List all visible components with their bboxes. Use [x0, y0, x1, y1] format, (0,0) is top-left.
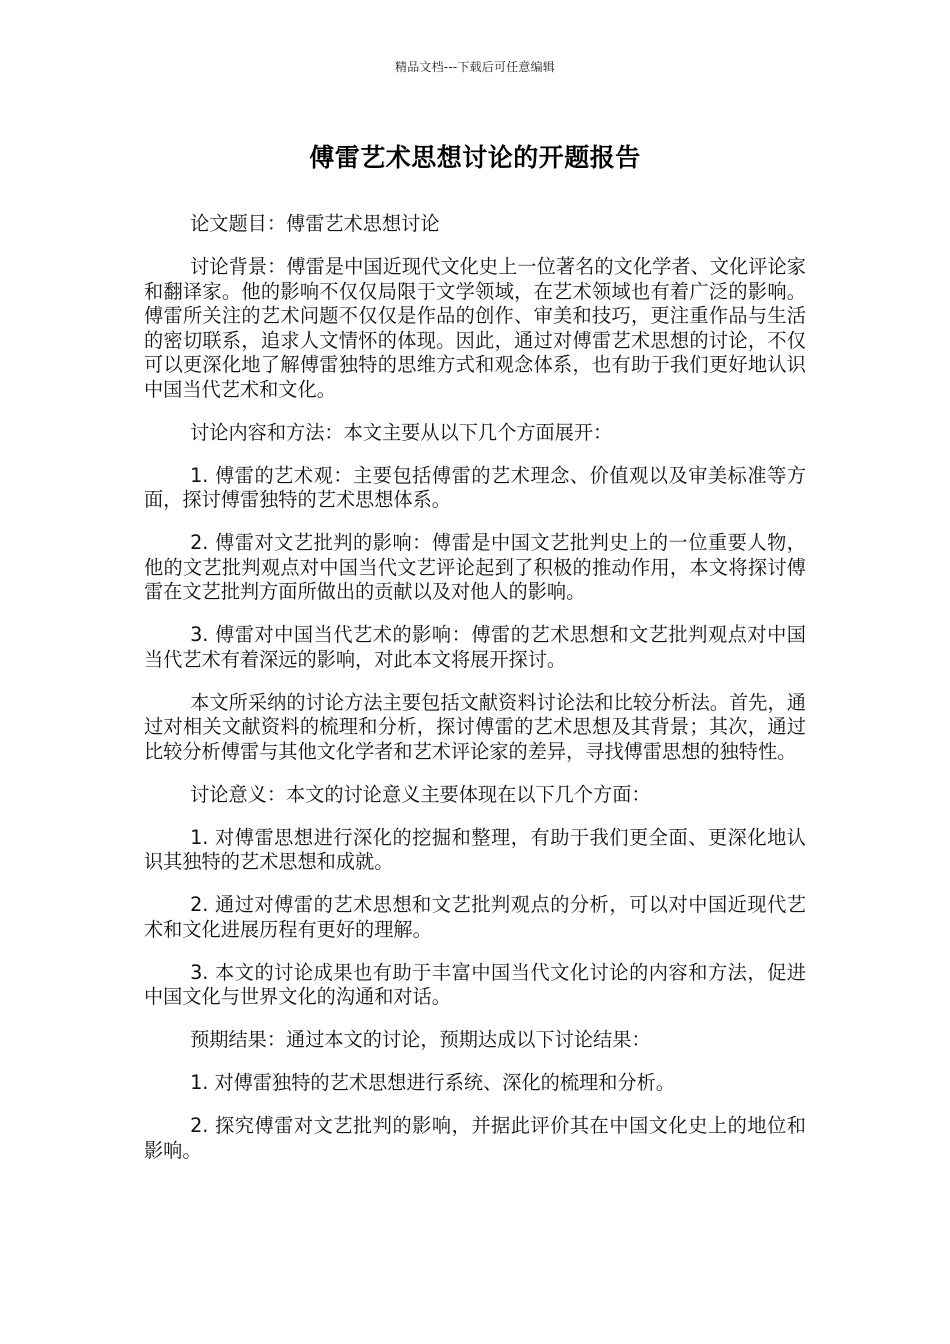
document-body: [144, 212, 806, 1182]
paragraph-thesis-topic: 论文题目：傅雷艺术思想讨论: [190, 212, 440, 235]
paragraph-significance: 讨论意义：本文的讨论意义主要体现在以下几个方面：: [190, 782, 651, 806]
paragraph-content-item-1: 1. 傅雷的艺术观：主要包括傅雷的艺术理念、价值观以及审美标准等方面，探讨傅雷独特的艺术思想体系。: [144, 463, 806, 511]
paragraph-content-methods: 讨论内容和方法：本文主要从以下几个方面展开：: [190, 420, 613, 444]
paragraph-content-item-3: 3. 傅雷对中国当代艺术的影响：傅雷的艺术思想和文艺批判观点对中国当代艺术有着深远的影响，对此本文将展开探讨。: [144, 623, 806, 671]
paragraph-expected-item-2: 2. 探究傅雷对文艺批判的影响，并据此评价其在中国文化史上的地位和影响。: [144, 1114, 806, 1162]
page-header-note: 精品文档---下载后可任意编辑: [395, 60, 555, 74]
paragraph-expected-item-1: 1. 对傅雷独特的艺术思想进行系统、深化的梳理和分析。: [190, 1071, 675, 1094]
paragraph-research-methods: 本文所采纳的讨论方法主要包括文献资料讨论法和比较分析法。首先，通过对相关文献资料的梳理和分析，探讨傅雷的艺术思想及其背景；其次，通过比较分析傅雷与其他文化学者和艺术评论家的差异，寻找傅雷思想的独特性。: [144, 690, 806, 763]
paragraph-significance-item-3: 3. 本文的讨论成果也有助于丰富中国当代文化讨论的内容和方法，促进中国文化与世界文化的沟通和对话。: [144, 960, 806, 1008]
paragraph-background: 讨论背景：傅雷是中国近现代文化史上一位著名的文化学者、文化评论家和翻译家。他的影响不仅仅局限于文学领域，在艺术领域也有着广泛的影响。傅雷所关注的艺术问题不仅仅是作品的创作、审美和技巧，更注重作品与生活的密切联系，追求人文情怀的体现。因此，通过对傅雷艺术思想的讨论，不仅可以更深化地了解傅雷独特的思维方式和观念体系，也有助于我们更好地认识中国当代艺术和文化。: [144, 255, 806, 401]
document-title: 傅雷艺术思想讨论的开题报告: [309, 143, 641, 172]
paragraph-expected-results: 预期结果：通过本文的讨论，预期达成以下讨论结果：: [190, 1028, 651, 1051]
paragraph-significance-item-2: 2. 通过对傅雷的艺术思想和文艺批判观点的分析，可以对中国近现代艺术和文化进展历程有更好的理解。: [144, 893, 806, 941]
paragraph-content-item-2: 2. 傅雷对文艺批判的影响：傅雷是中国文艺批判史上的一位重要人物，他的文艺批判观点对中国当代文艺评论起到了积极的推动作用，本文将探讨傅雷在文艺批判方面所做出的贡献以及对他人的影响。: [144, 531, 806, 603]
paragraph-significance-item-1: 1. 对傅雷思想进行深化的挖掘和整理，有助于我们更全面、更深化地认识其独特的艺术思想和成就。: [144, 825, 806, 873]
